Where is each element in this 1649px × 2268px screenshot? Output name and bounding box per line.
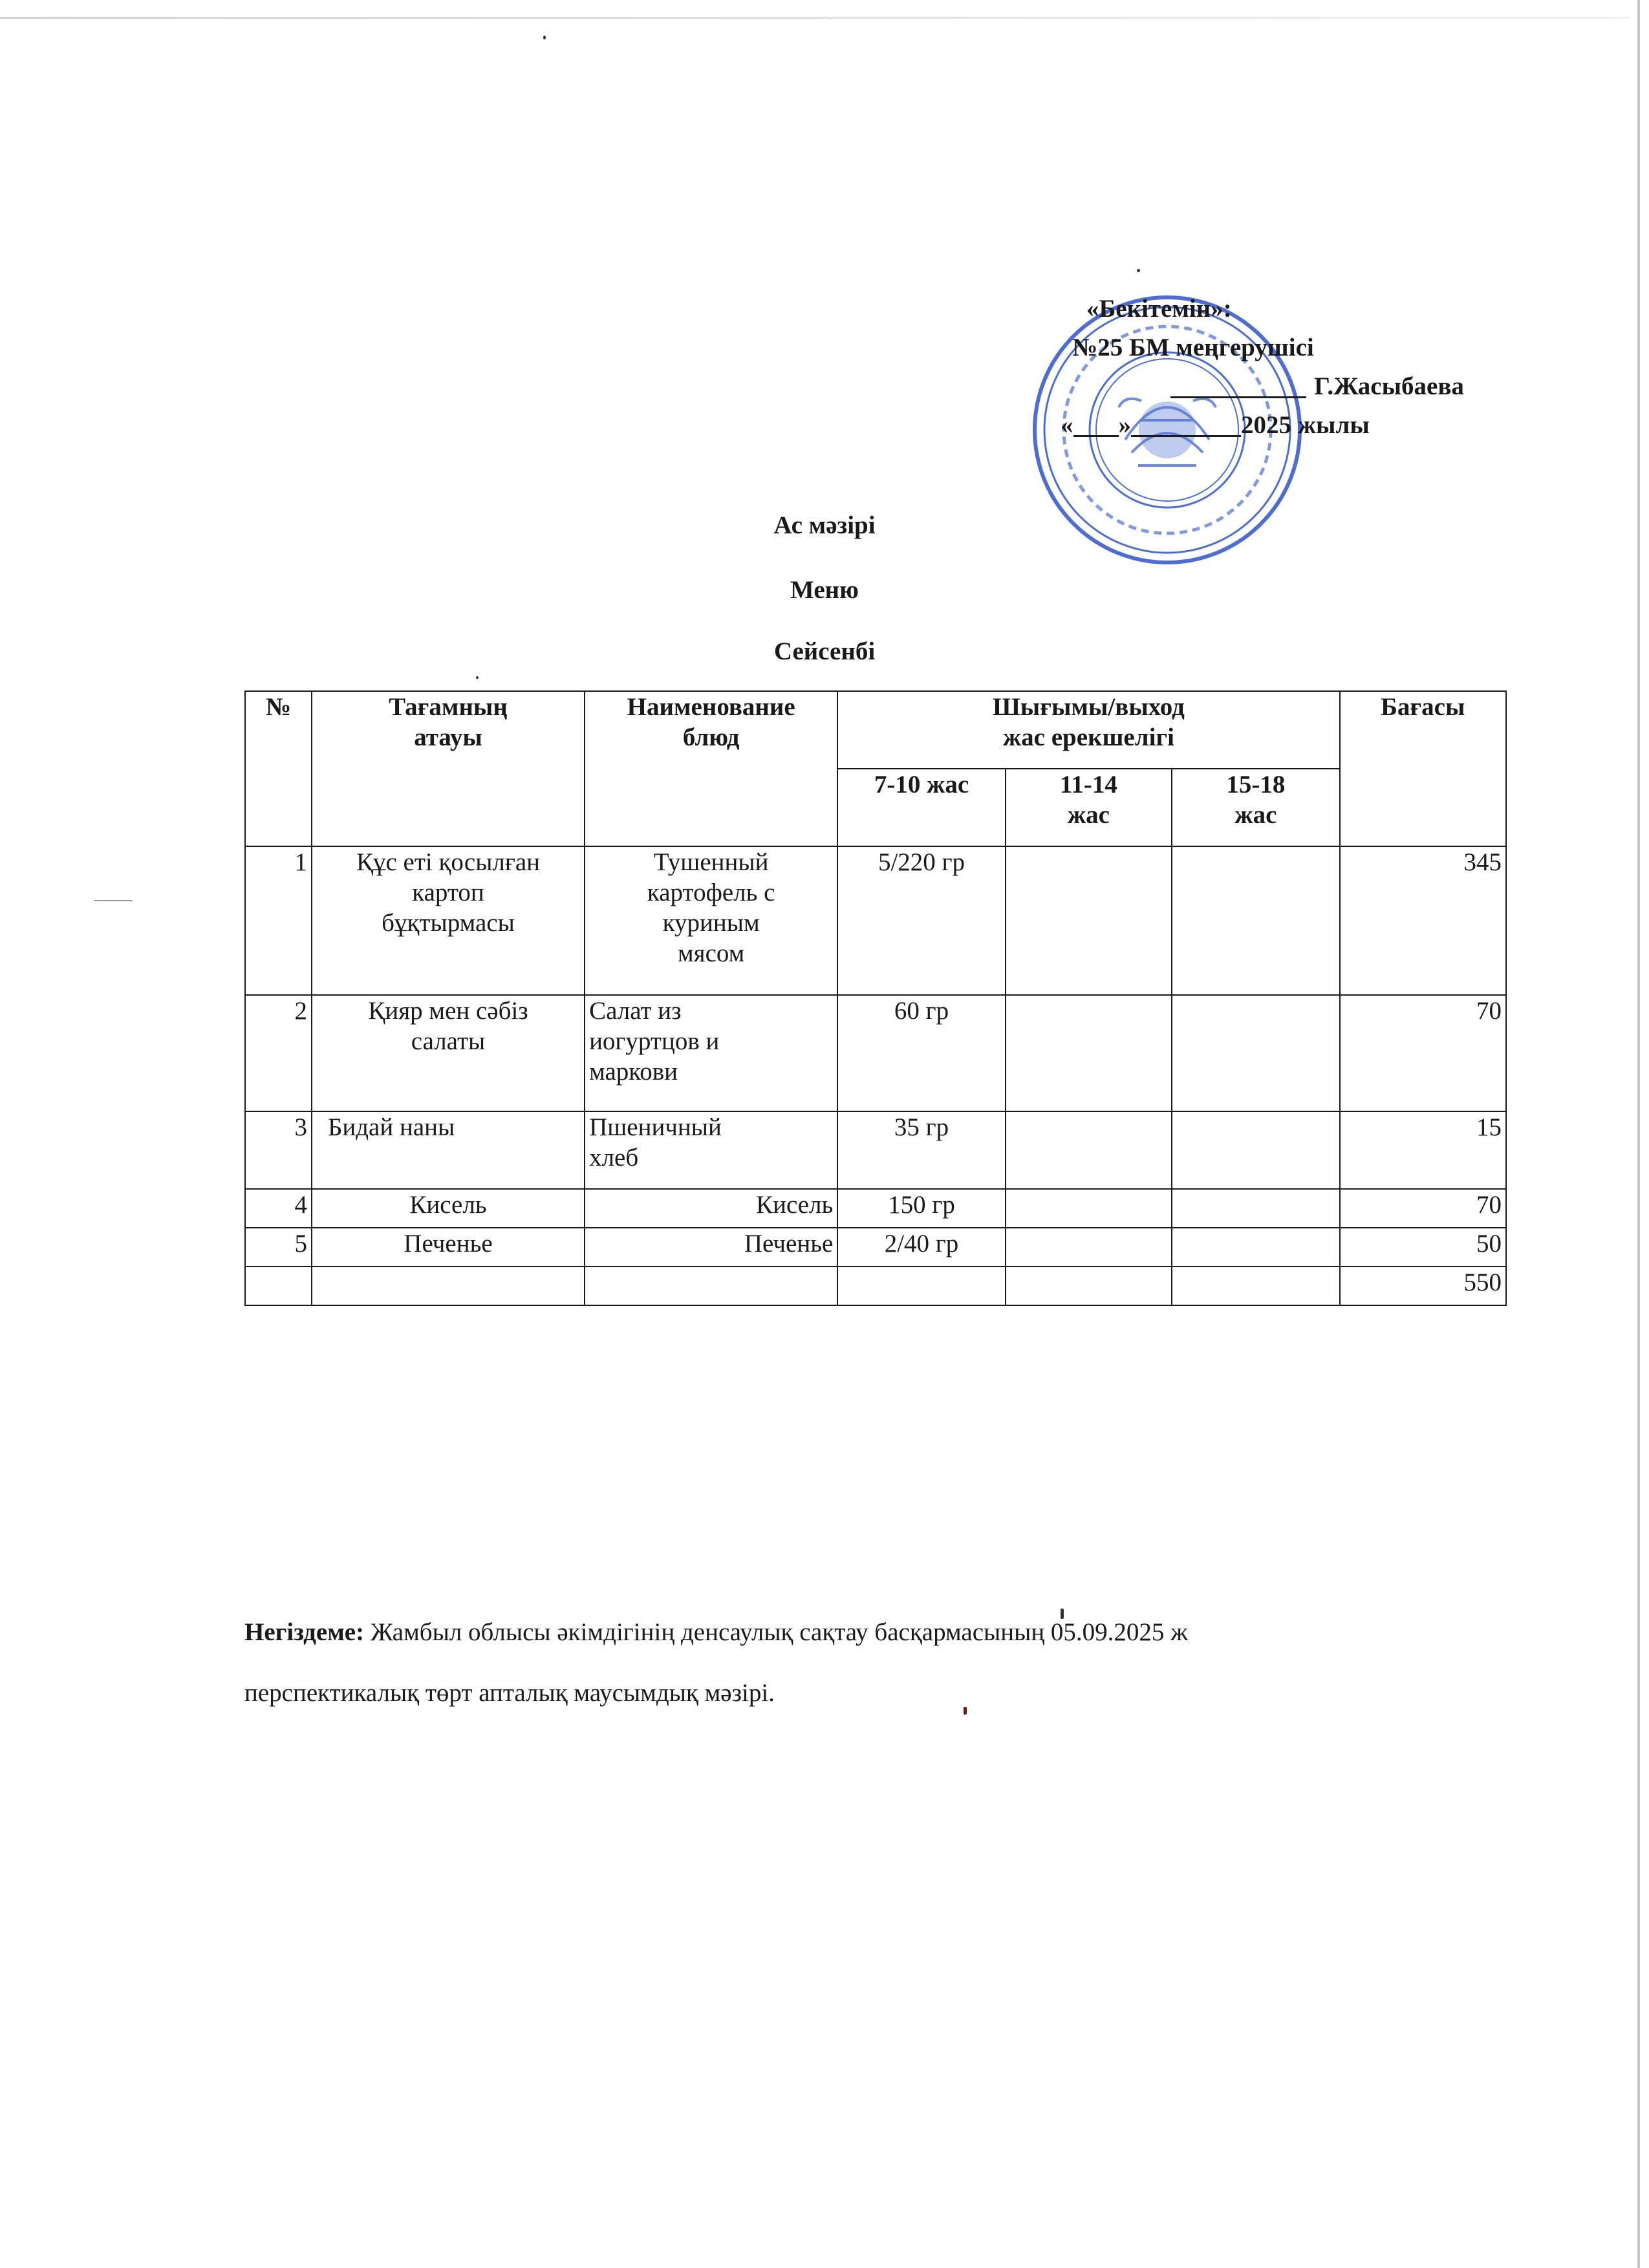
cell-no: 3 — [245, 1111, 312, 1189]
cell-no: 1 — [245, 846, 312, 995]
header-name-ru — [585, 691, 837, 846]
basis-note — [244, 1602, 1538, 1724]
header-text: жас — [1067, 801, 1110, 829]
table-header-row — [245, 691, 1506, 769]
header-text: 15-18 — [1226, 771, 1286, 798]
table-row — [245, 1111, 1506, 1189]
scan-edge-right — [1637, 0, 1640, 2268]
approver-name: Г.Жасыбаева — [1314, 372, 1464, 400]
header-age-11-14 — [1006, 769, 1172, 846]
cell-no: 4 — [245, 1189, 312, 1228]
cell-name-kz — [312, 995, 585, 1111]
cell-empty — [837, 1267, 1005, 1305]
cell-text: Қияр мен сәбіз — [368, 997, 528, 1025]
cell-name-ru — [585, 846, 837, 995]
cell-name-kz — [312, 1228, 585, 1267]
table-row — [245, 846, 1506, 995]
signature-blank — [1170, 396, 1306, 398]
menu-table — [244, 690, 1507, 1306]
approval-block — [1061, 290, 1526, 445]
cell-no: 2 — [245, 995, 312, 1111]
cell-name-ru — [585, 1189, 837, 1228]
cell-text: Печенье — [404, 1230, 493, 1257]
table-row — [245, 995, 1506, 1111]
table-total-row — [245, 1267, 1506, 1305]
title-kz: Ас мәзірі — [773, 511, 876, 539]
scan-speck — [476, 676, 479, 679]
title-ru: Меню — [790, 576, 859, 604]
cell-text: куриным — [662, 909, 760, 937]
cell-name-kz — [312, 1189, 585, 1228]
cell-age-7-10: 5/220 гр — [837, 846, 1005, 995]
basis-text-1: Жамбыл облысы әкімдігінің денсаулық сақтау басқармасының 05.09.2025 ж — [370, 1618, 1189, 1646]
cell-price: 50 — [1340, 1228, 1506, 1267]
cell-empty — [245, 1267, 312, 1305]
cell-text: салаты — [411, 1027, 486, 1055]
header-age-7-10: 7-10 жас — [837, 769, 1005, 846]
header-no: № — [245, 691, 312, 846]
cell-name-ru — [585, 995, 837, 1111]
date-day-blank — [1073, 435, 1119, 437]
header-text: жас — [1234, 801, 1277, 829]
cell-text: иогуртцов и — [589, 1027, 720, 1055]
scan-speck — [1137, 269, 1140, 272]
basis-label: Негіздеме: — [244, 1618, 365, 1646]
approval-signature-line — [1061, 367, 1526, 406]
cell-price: 345 — [1340, 846, 1506, 995]
cell-price: 15 — [1340, 1111, 1506, 1189]
cell-price: 70 — [1340, 995, 1506, 1111]
approval-date-line — [1061, 406, 1526, 445]
approval-heading: «Бекітемін»: — [1086, 295, 1232, 323]
cell-age-15-18 — [1172, 1111, 1339, 1189]
cell-total-price: 550 — [1340, 1267, 1506, 1305]
cell-age-7-10: 2/40 гр — [837, 1228, 1005, 1267]
scan-edge-top — [0, 17, 1630, 19]
header-text: атауы — [414, 723, 482, 751]
cell-age-11-14 — [1006, 995, 1172, 1111]
header-price: Бағасы — [1340, 691, 1506, 846]
cell-text: Пшеничный — [589, 1113, 722, 1141]
header-name-kz — [312, 691, 585, 846]
title-day: Сейсенбі — [773, 637, 876, 665]
header-text: Тағамның — [389, 693, 508, 721]
header-text: 11-14 — [1060, 771, 1117, 798]
cell-empty — [1172, 1267, 1339, 1305]
cell-name-ru — [585, 1228, 837, 1267]
scan-speck — [94, 900, 133, 901]
cell-text: Бидай наны — [327, 1113, 455, 1141]
table-row — [245, 1189, 1506, 1228]
date-year: 2025 жылы — [1241, 411, 1370, 439]
scan-speck — [543, 36, 546, 39]
cell-age-11-14 — [1006, 846, 1172, 995]
cell-empty — [585, 1267, 837, 1305]
date-quote-open: « — [1061, 411, 1073, 439]
cell-text: Кисель — [756, 1191, 834, 1219]
cell-no: 5 — [245, 1228, 312, 1267]
cell-age-15-18 — [1172, 995, 1339, 1111]
cell-age-7-10: 60 гр — [837, 995, 1005, 1111]
cell-text: Салат из — [589, 997, 682, 1025]
date-quote-close: » — [1118, 411, 1131, 439]
cell-text: картофель с — [647, 879, 775, 906]
cell-name-kz — [312, 1111, 585, 1189]
cell-text: Тушенный — [653, 848, 769, 876]
header-yield — [837, 691, 1339, 769]
date-month-blank — [1131, 435, 1241, 437]
cell-empty — [1006, 1267, 1172, 1305]
cell-text: маркови — [589, 1058, 678, 1086]
cell-text: хлеб — [589, 1144, 639, 1171]
cell-text: мясом — [677, 939, 745, 967]
cell-age-15-18 — [1172, 846, 1339, 995]
cell-text: картоп — [412, 879, 484, 906]
header-text: Шығымы/выход — [992, 693, 1185, 721]
cell-name-kz — [312, 846, 585, 995]
cell-text: Құс еті қосылған — [356, 848, 541, 876]
cell-price: 70 — [1340, 1189, 1506, 1228]
cell-age-7-10: 150 гр — [837, 1189, 1005, 1228]
cell-text: Кисель — [409, 1191, 487, 1219]
basis-line-2: перспектикалық төрт апталық маусымдық мәзірі. — [244, 1679, 775, 1707]
header-text: блюд — [682, 723, 740, 751]
cell-age-11-14 — [1006, 1228, 1172, 1267]
cell-text: Печенье — [744, 1230, 834, 1257]
cell-name-ru — [585, 1111, 837, 1189]
cell-age-11-14 — [1006, 1189, 1172, 1228]
header-text: Наименование — [627, 693, 795, 721]
cell-age-7-10: 35 гр — [837, 1111, 1005, 1189]
approval-position: №25 БМ меңгерушісі — [1072, 334, 1314, 361]
header-age-15-18 — [1172, 769, 1339, 846]
cell-age-11-14 — [1006, 1111, 1172, 1189]
basis-line-1 — [244, 1602, 1538, 1663]
cell-age-15-18 — [1172, 1228, 1339, 1267]
cell-age-15-18 — [1172, 1189, 1339, 1228]
header-text: жас ерекшелігі — [1002, 723, 1174, 751]
cell-empty — [312, 1267, 585, 1305]
table-row — [245, 1228, 1506, 1267]
cell-text: бұқтырмасы — [382, 909, 515, 937]
